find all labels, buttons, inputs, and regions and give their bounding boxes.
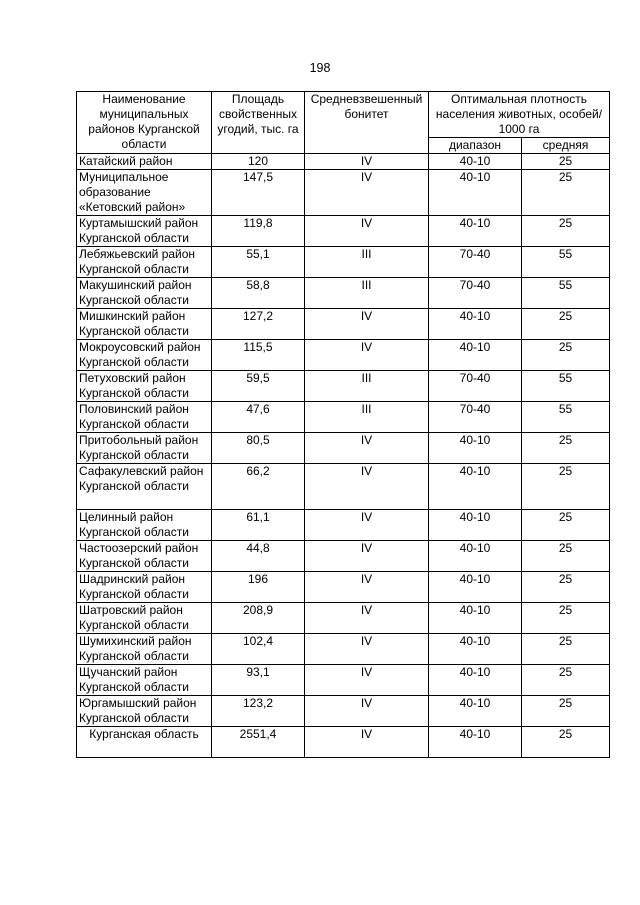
table-row [77, 696, 610, 727]
district-name-cell: Мокроусовский район Курганской области [77, 340, 212, 371]
area-cell: 127,2 [212, 309, 305, 340]
table-header-row [77, 92, 610, 138]
density-range-cell: 70-40 [429, 247, 522, 278]
header-range: диапазон [429, 138, 522, 154]
density-range-cell: 40-10 [429, 603, 522, 634]
density-range-cell: 40-10 [429, 665, 522, 696]
district-name-cell: Шумихинский район Курганской области [77, 634, 212, 665]
header-area: Площадь свойственных угодий, тыс. га [212, 92, 305, 154]
table-row [77, 216, 610, 247]
district-name-cell: Курганская область [77, 727, 212, 758]
table-row [77, 665, 610, 696]
table-row [77, 541, 610, 572]
district-name-cell: Шадринский район Курганской области [77, 572, 212, 603]
area-cell: 119,8 [212, 216, 305, 247]
area-cell: 44,8 [212, 541, 305, 572]
district-name-cell: Целинный район Курганской области [77, 510, 212, 541]
bonitet-cell: IV [305, 464, 429, 510]
table-row [77, 572, 610, 603]
table-row [77, 371, 610, 402]
page-number: 198 [309, 61, 331, 75]
district-name-cell: Куртамышский район Курганской области [77, 216, 212, 247]
density-range-cell: 40-10 [429, 541, 522, 572]
header-optimal-density: Оптимальная плотность населения животных, особей/ 1000 га [429, 92, 610, 138]
table-row [77, 464, 610, 510]
area-cell: 55,1 [212, 247, 305, 278]
density-range-cell: 40-10 [429, 216, 522, 247]
district-name-cell: Катайский район [77, 154, 212, 170]
table-row [77, 603, 610, 634]
table-row [77, 510, 610, 541]
header-bonitet: Средневзвешенный бонитет [305, 92, 429, 154]
area-cell: 2551,4 [212, 727, 305, 758]
density-range-cell: 40-10 [429, 634, 522, 665]
district-name-cell: Макушинский район Курганской области [77, 278, 212, 309]
density-average-cell: 55 [522, 371, 610, 402]
area-cell: 61,1 [212, 510, 305, 541]
header-district-name: Наименование муниципальных районов Курганской области [77, 92, 212, 154]
district-name-cell: Шатровский район Курганской области [77, 603, 212, 634]
table-row [77, 247, 610, 278]
density-range-cell: 40-10 [429, 154, 522, 170]
table-row [77, 278, 610, 309]
table-row [77, 634, 610, 665]
density-average-cell: 25 [522, 309, 610, 340]
density-range-cell: 70-40 [429, 278, 522, 309]
density-range-cell: 40-10 [429, 340, 522, 371]
area-cell: 93,1 [212, 665, 305, 696]
density-range-cell: 40-10 [429, 696, 522, 727]
bonitet-cell: IV [305, 541, 429, 572]
area-cell: 80,5 [212, 433, 305, 464]
district-name-cell: Муниципальное образование «Кетовский район» [77, 170, 212, 216]
area-cell: 58,8 [212, 278, 305, 309]
district-name-cell: Сафакулевский район Курганской области [77, 464, 212, 510]
density-average-cell: 25 [522, 340, 610, 371]
density-average-cell: 25 [522, 510, 610, 541]
district-name-cell: Мишкинский район Курганской области [77, 309, 212, 340]
density-range-cell: 40-10 [429, 572, 522, 603]
bonitet-cell: III [305, 371, 429, 402]
bonitet-cell: IV [305, 340, 429, 371]
area-cell: 120 [212, 154, 305, 170]
district-name-cell: Половинский район Курганской области [77, 402, 212, 433]
bonitet-cell: III [305, 402, 429, 433]
density-average-cell: 25 [522, 216, 610, 247]
bonitet-cell: IV [305, 727, 429, 758]
density-average-cell: 55 [522, 278, 610, 309]
bonitet-cell: IV [305, 665, 429, 696]
header-average: средняя [522, 138, 610, 154]
district-name-cell: Частоозерский район Курганской области [77, 541, 212, 572]
area-cell: 208,9 [212, 603, 305, 634]
density-average-cell: 25 [522, 696, 610, 727]
table-row [77, 340, 610, 371]
bonitet-cell: IV [305, 510, 429, 541]
district-name-cell: Юргамышский район Курганской области [77, 696, 212, 727]
density-average-cell: 25 [522, 541, 610, 572]
table-row [77, 154, 610, 170]
density-average-cell: 25 [522, 572, 610, 603]
districts-table [76, 91, 610, 758]
density-average-cell: 25 [522, 727, 610, 758]
table-row [77, 170, 610, 216]
density-average-cell: 25 [522, 170, 610, 216]
area-cell: 115,5 [212, 340, 305, 371]
area-cell: 196 [212, 572, 305, 603]
table-row [77, 402, 610, 433]
district-name-cell: Петуховский район Курганской области [77, 371, 212, 402]
area-cell: 47,6 [212, 402, 305, 433]
density-average-cell: 25 [522, 634, 610, 665]
density-range-cell: 40-10 [429, 727, 522, 758]
density-average-cell: 25 [522, 464, 610, 510]
area-cell: 102,4 [212, 634, 305, 665]
density-average-cell: 25 [522, 665, 610, 696]
bonitet-cell: IV [305, 433, 429, 464]
density-average-cell: 25 [522, 433, 610, 464]
table-row [77, 309, 610, 340]
bonitet-cell: IV [305, 154, 429, 170]
bonitet-cell: III [305, 247, 429, 278]
district-name-cell: Щучанский район Курганской области [77, 665, 212, 696]
density-range-cell: 70-40 [429, 402, 522, 433]
density-range-cell: 40-10 [429, 510, 522, 541]
bonitet-cell: IV [305, 634, 429, 665]
district-name-cell: Лебяжьевский район Курганской области [77, 247, 212, 278]
density-range-cell: 70-40 [429, 371, 522, 402]
area-cell: 147,5 [212, 170, 305, 216]
bonitet-cell: IV [305, 216, 429, 247]
area-cell: 66,2 [212, 464, 305, 510]
density-range-cell: 40-10 [429, 309, 522, 340]
table-row [77, 727, 610, 758]
area-cell: 59,5 [212, 371, 305, 402]
table-body [77, 154, 610, 758]
density-range-cell: 40-10 [429, 464, 522, 510]
density-range-cell: 40-10 [429, 433, 522, 464]
district-name-cell: Притобольный район Курганской области [77, 433, 212, 464]
density-average-cell: 55 [522, 402, 610, 433]
table-row [77, 433, 610, 464]
bonitet-cell: IV [305, 572, 429, 603]
bonitet-cell: IV [305, 696, 429, 727]
density-average-cell: 55 [522, 247, 610, 278]
bonitet-cell: IV [305, 170, 429, 216]
bonitet-cell: IV [305, 603, 429, 634]
density-range-cell: 40-10 [429, 170, 522, 216]
density-average-cell: 25 [522, 154, 610, 170]
area-cell: 123,2 [212, 696, 305, 727]
bonitet-cell: III [305, 278, 429, 309]
density-average-cell: 25 [522, 603, 610, 634]
bonitet-cell: IV [305, 309, 429, 340]
